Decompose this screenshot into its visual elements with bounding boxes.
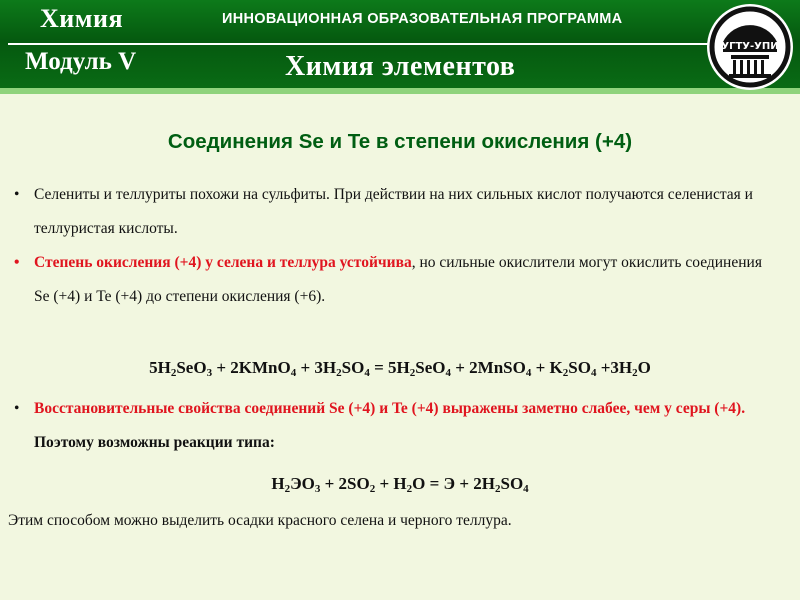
slide-title: Соединения Se и Te в степени окисления (+4)	[167, 130, 633, 153]
header-divider	[8, 43, 708, 45]
paragraph-2-rest: , но сильные окислители могут окислить соединения Se (+4) и Te (+4) до степени окисления (+6).	[34, 254, 762, 305]
header-bottom-stripe	[0, 88, 800, 94]
paragraph-4: Этим способом можно выделить осадки красного селена и черного теллура.	[8, 512, 512, 529]
bullet-1: •	[14, 186, 20, 203]
subject-label: Химия	[40, 4, 124, 33]
paragraph-3-rest: Поэтому возможны реакции типа:	[34, 434, 275, 451]
equation-2: $H_2ЭO_3 + 2SO_2 + H_2O = Э + 2H_2SO_4$	[271, 474, 529, 495]
bullet-3: •	[14, 400, 20, 417]
paragraph-3	[8, 392, 768, 460]
logo-text: УГТУ-УПИ	[721, 41, 779, 52]
equation-1: $5H_2SeO_3$ + 2KMnO$_4$ + $3H_2SO_4 = 5H_2SeO_4$ + 2MnSO$_4$ + $K_2SO_4 +3H_2O$	[149, 358, 651, 379]
program-label: ИННОВАЦИОННАЯ ОБРАЗОВАТЕЛЬНАЯ ПРОГРАММА	[222, 11, 623, 27]
university-logo	[705, 2, 795, 92]
paragraph-3-highlight: Восстановительные свойства соединений Se (+4) и Te (+4) выражены заметно слабее, чем у серы (+4).	[34, 400, 746, 417]
topic-label: Химия элементов	[285, 51, 516, 82]
bullet-2: •	[14, 254, 20, 271]
module-label: Модуль V	[25, 48, 137, 75]
paragraph-1	[8, 178, 768, 246]
header-banner	[0, 0, 800, 92]
paragraph-1-text: Селениты и теллуриты похожи на сульфиты. При действии на них сильных кислот получаются селенистая и теллуристая кислоты.	[34, 186, 753, 237]
paragraph-2-highlight: Степень окисления (+4) у селена и теллура устойчива	[34, 254, 412, 271]
paragraph-2	[8, 246, 768, 314]
